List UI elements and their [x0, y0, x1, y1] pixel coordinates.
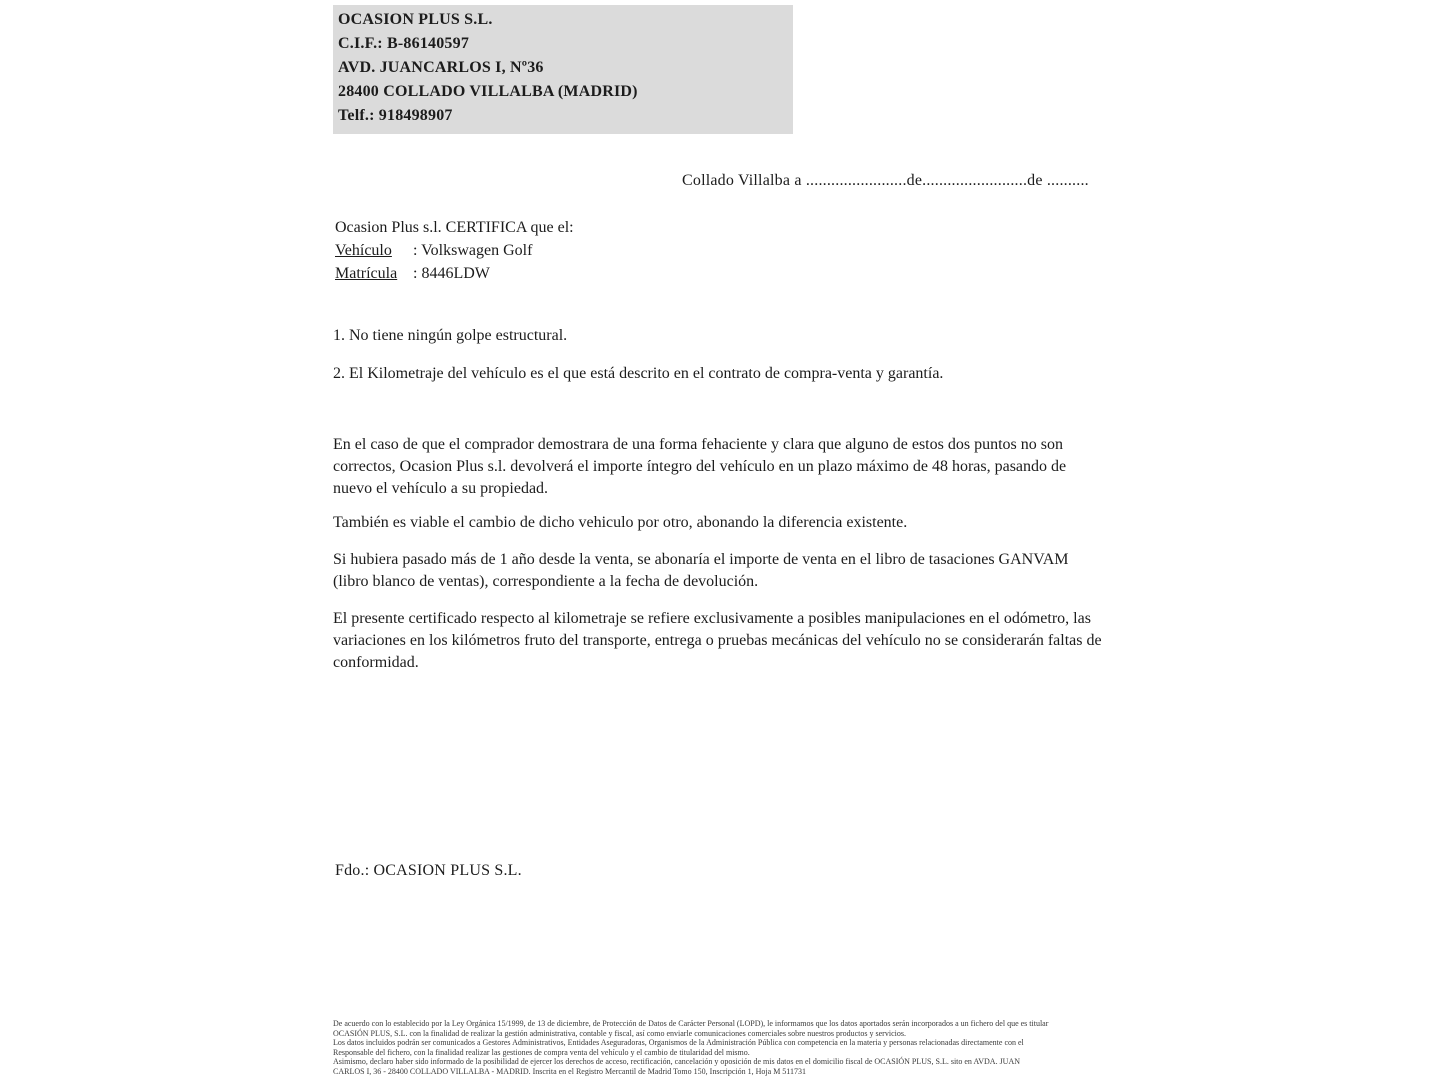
certificate-document [333, 0, 1108, 1080]
signature-line: Fdo.: OCASION PLUS S.L. [335, 862, 522, 879]
certificate-intro: Ocasion Plus s.l. CERTIFICA que el: [335, 219, 574, 236]
company-name: OCASION PLUS S.L. [338, 11, 493, 28]
legal-line: De acuerdo con lo establecido por la Ley Orgánica 15/1999, de 13 de diciembre, de Protección de Datos de Carácter Personal (LOPD), le informamos que los datos aportados serán incorporados a un fichero del que es titular [333, 1019, 1049, 1028]
condition-item-1: 1. No tiene ningún golpe estructural. [333, 327, 568, 344]
condition-item-2: 2. El Kilometraje del vehículo es el que está descrito en el contrato de compra-venta y garantía. [333, 365, 944, 382]
plate-value: : 8446LDW [413, 265, 490, 282]
plate-row [335, 262, 574, 285]
vehicle-value: : Volkswagen Golf [413, 242, 533, 259]
vehicle-label: Vehículo [335, 242, 392, 259]
paragraph-refund: En el caso de que el comprador demostrara de una forma fehaciente y clara que alguno de estos dos puntos no son correctos, Ocasion Plus s.l. devolverá el importe íntegro del vehículo en un plazo máximo de 48 horas, pasando de nuevo el vehículo a su propiedad. [333, 436, 1067, 497]
legal-line: Asimismo, declaro haber sido informado de la posibilidad de ejercer los derechos de acceso, rectificación, cancelación y oposición de mis datos en el domicilio fiscal de OCASIÓN PLUS, S.L. sito en AVDA. JUAN [333, 1057, 1021, 1067]
date-line: Collado Villalba a ........................de.........................de .......... [682, 172, 1089, 189]
plate-label: Matrícula [335, 265, 398, 282]
paragraph-ganvam: Si hubiera pasado más de 1 año desde la venta, se abonaría el importe de venta en el libro de tasaciones GANVAM (libro blanco de ventas), correspondiente a la fecha de devolución. [333, 551, 1069, 590]
certificate-block [335, 216, 574, 285]
company-header-box [333, 5, 793, 134]
company-phone: Telf.: 918498907 [338, 107, 453, 124]
company-city: 28400 COLLADO VILLALBA (MADRID) [338, 83, 638, 100]
legal-line: Los datos incluidos podrán ser comunicados a Gestores Administrativos, Entidades Aseguradoras, Organismos de la Administración Pública con competencia en la materia y personas relacionadas directamente con el [333, 1038, 1024, 1048]
company-cif: C.I.F.: B-86140597 [338, 35, 470, 52]
legal-line: Responsable del fichero, con la finalidad realizar las gestiones de compra venta del vehículo y el cambio de titularidad del mismo. [333, 1047, 750, 1057]
company-address: AVD. JUANCARLOS I, Nº36 [338, 59, 544, 76]
legal-line: OCASIÓN PLUS, S.L. con la finalidad de realizar la gestión administrativa, contable y fiscal, así como enviarle comunicaciones comerciales sobre nuestros productos y servicios. [333, 1028, 906, 1038]
legal-line: CARLOS I, 36 - 28400 COLLADO VILLALBA - MADRID. Inscrita en el Registro Mercantil de Madrid Tomo 150, Inscripción 1, Hoja M 511731 [333, 1066, 807, 1076]
paragraph-odometer: El presente certificado respecto al kilometraje se refiere exclusivamente a posibles manipulaciones en el odómetro, las variaciones en los kilómetros fruto del transporte, entrega o pruebas mecánicas del vehículo no se considerarán faltas de conformidad. [333, 610, 1102, 671]
vehicle-row [335, 239, 574, 262]
paragraph-exchange: También es viable el cambio de dicho vehiculo por otro, abonando la diferencia existente. [333, 514, 908, 531]
legal-fine-print [333, 1019, 1123, 1077]
